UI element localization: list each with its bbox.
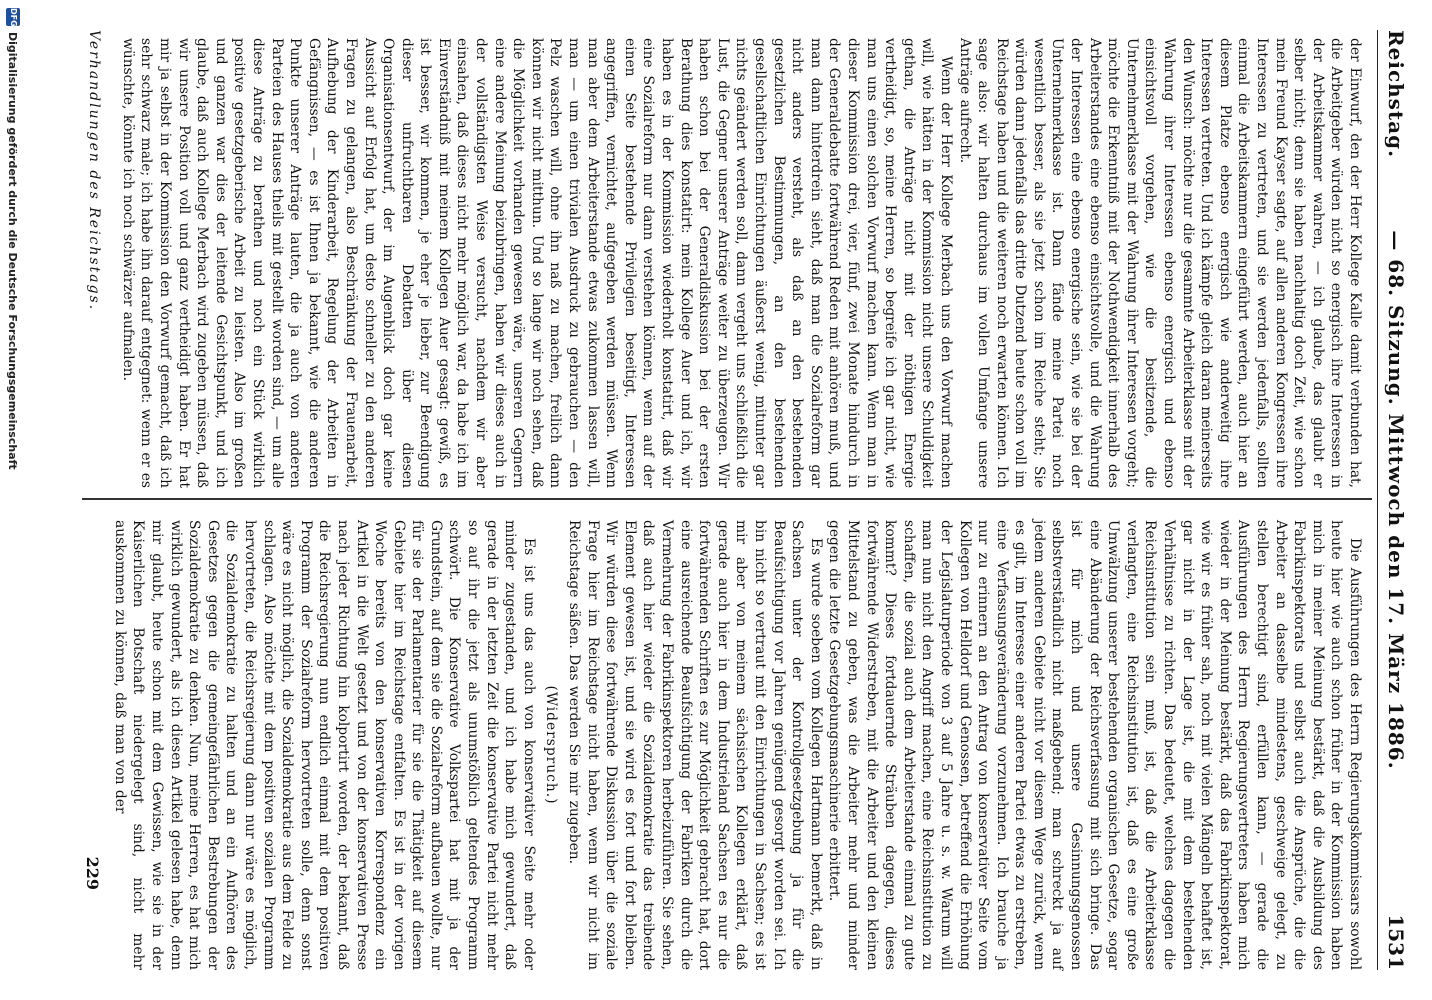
header-left: Reichstag.	[1384, 30, 1408, 159]
digitization-credit	[4, 0, 22, 1000]
right-paragraph: Es ist uns das auch von konservativer Seite mehr oder minder zugestanden, und ich habe mich gewundert, daß gerade in der letzten Zeit die konservative Partei nicht mehr so auf ihr die jetzt als unumstößlich geltendes Programm schwört. Die Konservative Volkspartei hat mit ja der Grundstein, auf dem sie die Sozialreform aufbauen wollte, nur für sie der Parlamentarier für sie die Thätigkeit auf diesem Gebiete hier im Reichstage entfalten. Es ist in der vorigen Woche bereits von den konservativen Korrespondenz ein Artikel in die Welt gesetzt und von der konservativen Presse nach jeder Richtung hin kolportirt worden, der bekannt, daß die Reichsregierung nun endlich einmal mit dem positiven Programm der Sozialreform hervortreten solle, denn sonst wäre es nicht möglich, die Sozialdemokratie aus dem Felde zu schlagen. Also möchte mit dem positiven sozialen Programm hervortreten, die Reichsregierung dann nur wäre es möglich, die Sozialdemokratie zu halten und an ein Aufhören des Gesetzes gegen die gemeingefährlichen Bestrebungen der Sozialdemokratie zu denken. Nun, meine Herren, es hat mich wirklich gewundert, als ich diesen Artikel gelesen habe, denn mir glaubt, heute schon mit dem Gewissen, wie sie in der Kaiserlichen Botschaft niedergelegt sind, nicht mehr auskommen zu können, daß man von der	[111, 520, 537, 970]
interjection: (Widerspruch.)	[543, 685, 560, 805]
footnote: Verhandlungen des Reichstags.	[86, 30, 102, 312]
credit-text: Digitalisierung gefördert durch die Deutsche Forschungsgemeinschaft	[6, 32, 20, 470]
page-number: 229	[83, 856, 102, 890]
right-paragraph: Es wurde soeben vom Kollegen Hartmann bemerkt, daß in Sachsen unter der Kontrollgesetzgebung ja für die Beaufsichtigung vor Jahren genügend gesorgt worden sei. Ich bin nicht so vertraut mit den Einrichtungen in Sachsen; es ist mir aber von meinem sächsischen Kollegen erklärt, daß gerade auch hier in dem Industrieland Sachsen es nur die fortwährenden Schriften es zur Möglichkeit gebracht hat, dort eine ausreichende Beaufsichtigung der Fabriken durch die Vermehrung der Fabrikinspektoren herbeizuführen. Sie sehen, daß auch hier wieder die Sozialdemokratie das treibende Element gewesen ist, und sie wird es fort und fort bleiben. Wir würden diese fortwährende Diskussion über die soziale Frage hier im Reichstage nicht haben, wenn wir nicht im Reichstage säßen. Das werden Sie mir zugeben.	[566, 520, 824, 970]
right-paragraph: Die Ausführungen des Herrn Regierungskommissars sowohl heute hier wie auch schon früher in der Kommission haben mich in meiner Meinung bestärkt, daß die Ausbildung des Fabrikinspektorats und selbst auch die Ansprüche, die die Arbeiter an dasselbe mindestens, geschweige gelegt, zu stellen berechtigt sind, erfüllen kann, — gerade die Ausführungen des Herrn Regierungsvertreters haben mich wieder in der Meinung bestärkt, daß das Fabrikinspektorat, wie wir es früher sah, noch mit vielen Mängeln behaftet ist, gar nicht in der Lage ist, die mit dem bestehenden Verhältnisse zu richten. Das bedeutet, welches dagegen die Reichsinstitution sein muß, ist, daß die Arbeiterklasse verlangten, eine Reichsinstitution ist, daß es eine große Umwälzung unserer bestehenden organischen Gesetze, sogar eine Abänderung der Reichsverfassung mit sich bringe. Das ist für mich und unsere Gesinnungsgenossen selbstverständlich nicht maßgebend; man schreckt ja auf jedem anderen Gebiete nicht vor diesem Wege zurück, wenn es gilt, im Interesse einer anderen Partei etwas zu erstreben, eine Verfassungsveränderung vorzunehmen. Ich brauche ja nur zu erinnern an den Antrag von konservativer Seite vom Kollegen von Helldorf und Genossen, betreffend die Erhöhung der Legislaturperiode von 3 auf 5 Jahre u. s. w. Warum will man nun nicht den Angriff machen, eine Reichsinstitution zu schaffen, die sozial auch dem Arbeiterstande einmal zu gute kommt? Dieses fortdauernde Sträuben dagegen, dieses fortwährende Widerstreben, mit die Arbeiter und den kleinen Mittelstand zu geben, was die Arbeiter mehr und minder gegen die letzte Gesetzgebungsmaschinerie erbittert.	[826, 520, 1363, 970]
column-divider	[82, 498, 1372, 500]
left-paragraph: der Einwurf, den der Herr Kollege Kalle damit verbunden hat, die Arbeitgeber würden nicht so energisch ihre Interessen in der Arbeitskammer wahren, — ich glaube, das glaubt er selber nicht; denn sie haben nachhaltig doch Zeit, wie schon mein Freund Kayser sagte, auf allen anderen Kongressen ihre Interessen zu vertreten, und sie werden jedenfalls, sollten einmal die Arbeitskammern eingeführt werden, auch hier an diesem Platze ebenso energisch wie anderweitig ihre Interessen vertreten. Und ich kämpfe gleich daran meinerseits den Wunsch: möchte nur die gesammte Arbeiterklasse mit der Wahrung ihrer Interessen ebenso energisch und ebenso einsichtsvoll vorgehen, wie die besitzende, die Unternehmerklasse mit der Wahrung ihrer Interessen vorgeht; möchte die Erkenntniß mit der Nothwendigkeit innerhalb des Arbeiterstandes eine ebenso einsichtsvolle, und die Wahrung der Interessen eine ebenso energische sein, wie sie bei der Unternehmerklasse ist. Dann fände meine Partei noch wesentlich besser, als sie jetzt schon im Reiche steht; Sie würden dann jedenfalls das dritte Dutzend heute schon voll im Reichstage haben und die weiteren noch erwarten können. Ich sage also: wir halten durchaus im vollen Umfange unsere Anträge aufrecht.	[956, 38, 1363, 488]
header-page-number: 1531	[1384, 914, 1408, 970]
header-center: — 68. Sitzung. Mittwoch den 17. März 1886.	[1384, 230, 1408, 770]
dfg-logo-icon: DFG	[6, 8, 20, 26]
left-paragraph: Wenn der Herr Kollege Merbach uns den Vorwurf machen will, wie hätten in der Kommission nicht unsere Schuldigkeit gethan, die Anträge nicht mit der nöthigen Energie vertheidigt, so, meine Herren, so begreife ich gar nicht, wie man uns einen solchen Vorwurf machen kann. Wenn man in dieser Kommission drei, vier, fünf, zwei Monate hindurch in der Generaldebatte fortwährend Reden mit anhören muß, und man dann hinterdrein sieht, daß man die Sozialreform gar nicht anders versteht, als daß an den bestehenden gesetzlichen Bestimmungen, an den bestehenden gesellschaftlichen Einrichtungen äußerst wenig, mitunter gar nichts geändert werden soll, dann vergeht uns schließlich die Lust, die Gegner unserer Anträge weiter zu überzeugen. Wir haben schon bei der Generaldiskussion bei der ersten Berathung dies konstatirt: mein Kollege Auer und ich, wir haben es in der Kommission wiederholt konstatirt, daß wir eine Sozialreform nur dann verstehen können, wenn auf der einen Seite bestehende Privilegien beseitigt, Interessen angegriffen, vernichtet, aufgegeben werden müssen. Wenn man aber dem Arbeiterstande etwas zukommen lassen will, man — um einen trivialen Ausdruck zu gebrauchen — den Pelz waschen will, ohne ihn naß zu machen, freilich dann können wir nicht mitthun. Und so lange wir noch sehen, daß die Möglichkeit vorhanden gewesen wäre, unseren Gegnern eine andere Meinung beizubringen, haben wir dieses auch in der vollständigsten Weise versucht, nachdem wir aber einsahen, daß dieses nicht mehr möglich war, da habe ich im Einverständniß mit meinem Kollegen Auer gesagt: gewiß, es ist besser, wir kommen, je eher je lieber, zur Beendigung dieser unfruchtbaren Debatten über diesen Organisationsentwurf, der im Augenblick doch gar keine Aussicht auf Erfolg hat, um desto schneller zu den anderen Fragen zu gelangen, also Beschränkung der Frauenarbeit, Aufhebung der Kinderarbeit, Regelung der Arbeiten in Gefängnissen, — es ist Ihnen ja bekannt, wie die anderen Punkte unserer Anträge lauten, die ja auch von anderen Parteien des Hauses theils mit gestellt worden sind, — um alle diese Anträge zu berathen und noch ein Stück wirklich positive gesetzgeberische Arbeit zu leisten. Also im großen und ganzen war dies der leitende Gesichtspunkt, und ich glaube, daß auch Kollege Merbach wird zugeben müssen, daß wir unsere Position voll und ganz vertheidigt haben. Er hat mir ja selbst in der Kommission den Vorwurf gemacht, daß ich sehr schwarz male; ich habe ihn darauf entgegnet: wenn er es wünschte, könnte ich noch schwärzer aufmalen.	[119, 38, 954, 488]
page-header	[1377, 30, 1412, 970]
right-column	[110, 520, 1364, 970]
left-column	[118, 38, 1364, 488]
